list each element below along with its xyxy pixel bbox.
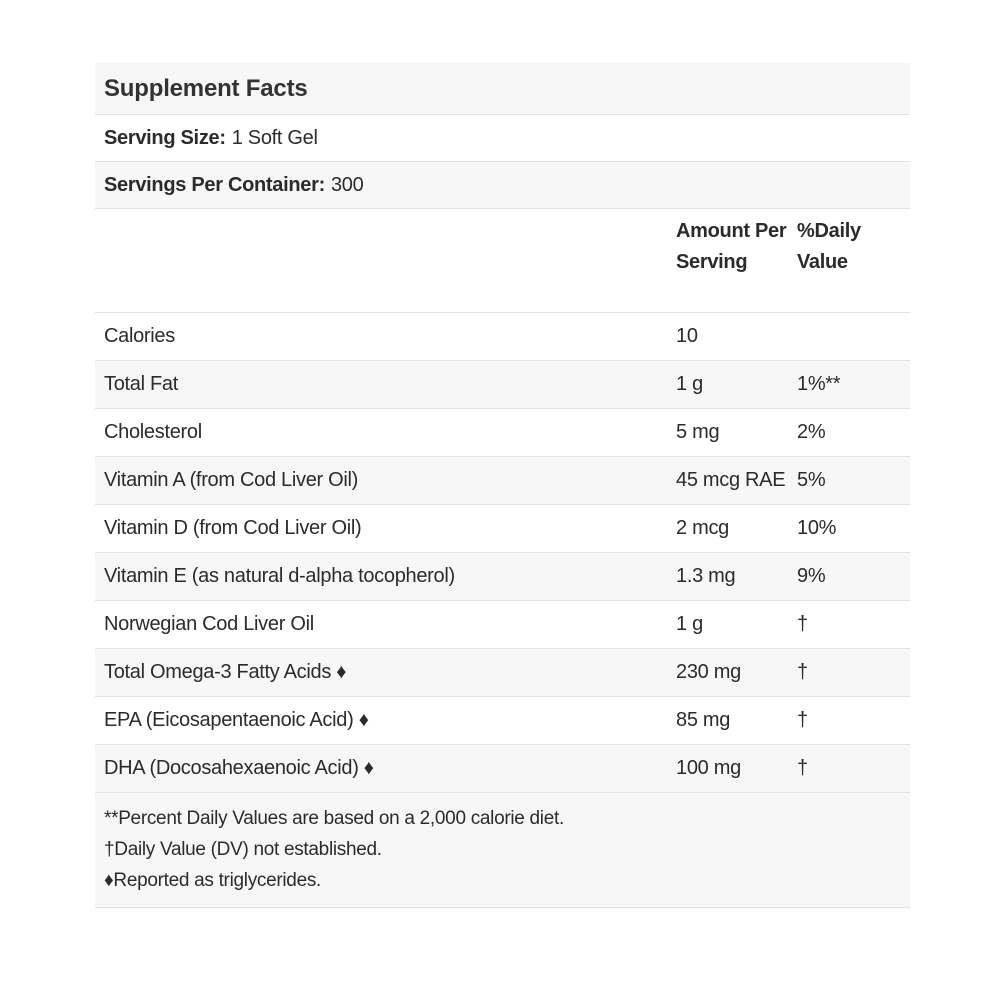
footnote-triglycerides: ♦Reported as triglycerides. [104,869,322,891]
table-row [95,696,910,744]
nutrient-amount: 230 mg [676,648,797,696]
nutrient-name: Calories [95,312,676,360]
nutrient-name: Vitamin A (from Cod Liver Oil) [95,456,676,504]
nutrient-daily-value: 2% [797,408,910,456]
nutrient-name: Vitamin D (from Cod Liver Oil) [95,504,676,552]
nutrient-daily-value [797,312,910,360]
nutrient-name: Vitamin E (as natural d-alpha tocopherol) [95,552,676,600]
nutrient-name: Cholesterol [95,408,676,456]
nutrient-daily-value: † [797,648,910,696]
table-row [95,456,910,504]
nutrient-daily-value: 9% [797,552,910,600]
table-row [95,552,910,600]
nutrient-daily-value: 10% [797,504,910,552]
footnote-percent-dv: **Percent Daily Values are based on a 2,000 calorie diet. [104,807,564,829]
nutrient-amount: 2 mcg [676,504,797,552]
nutrient-name: Total Omega-3 Fatty Acids ♦ [95,648,676,696]
nutrient-name: DHA (Docosahexaenoic Acid) ♦ [95,744,676,792]
table-row [95,648,910,696]
panel-title: Supplement Facts [104,74,308,102]
title-row [95,63,910,115]
table-row [95,600,910,648]
facts-table [95,209,910,793]
servings-per-container-row [95,162,910,209]
nutrient-name: Total Fat [95,360,676,408]
footnote-dv-not-established: †Daily Value (DV) not established. [104,838,382,860]
nutrient-daily-value: 5% [797,456,910,504]
table-row [95,744,910,792]
table-row [95,312,910,360]
table-row [95,504,910,552]
serving-size-value: 1 Soft Gel [231,126,318,149]
serving-size-label: Serving Size: [104,126,226,149]
table-row [95,360,910,408]
header-amount: Amount Per Serving [676,209,797,312]
nutrient-daily-value: 1%** [797,360,910,408]
servings-per-container-label: Servings Per Container: [104,173,325,196]
nutrient-amount: 45 mcg RAE [676,456,797,504]
serving-size-row [95,115,910,162]
nutrient-amount: 1 g [676,600,797,648]
nutrient-name: EPA (Eicosapentaenoic Acid) ♦ [95,696,676,744]
nutrient-amount: 1 g [676,360,797,408]
nutrient-name: Norwegian Cod Liver Oil [95,600,676,648]
nutrient-amount: 100 mg [676,744,797,792]
nutrient-amount: 85 mg [676,696,797,744]
nutrient-amount: 5 mg [676,408,797,456]
supplement-facts-panel [95,63,910,908]
header-daily-value: %Daily Value [797,209,910,312]
nutrient-daily-value: † [797,600,910,648]
header-nutrient [95,209,676,312]
nutrient-amount: 1.3 mg [676,552,797,600]
nutrient-daily-value: † [797,744,910,792]
table-header-row [95,209,910,312]
nutrient-amount: 10 [676,312,797,360]
footnotes [95,793,910,908]
table-row [95,408,910,456]
servings-per-container-value: 300 [330,173,364,196]
nutrient-daily-value: † [797,696,910,744]
